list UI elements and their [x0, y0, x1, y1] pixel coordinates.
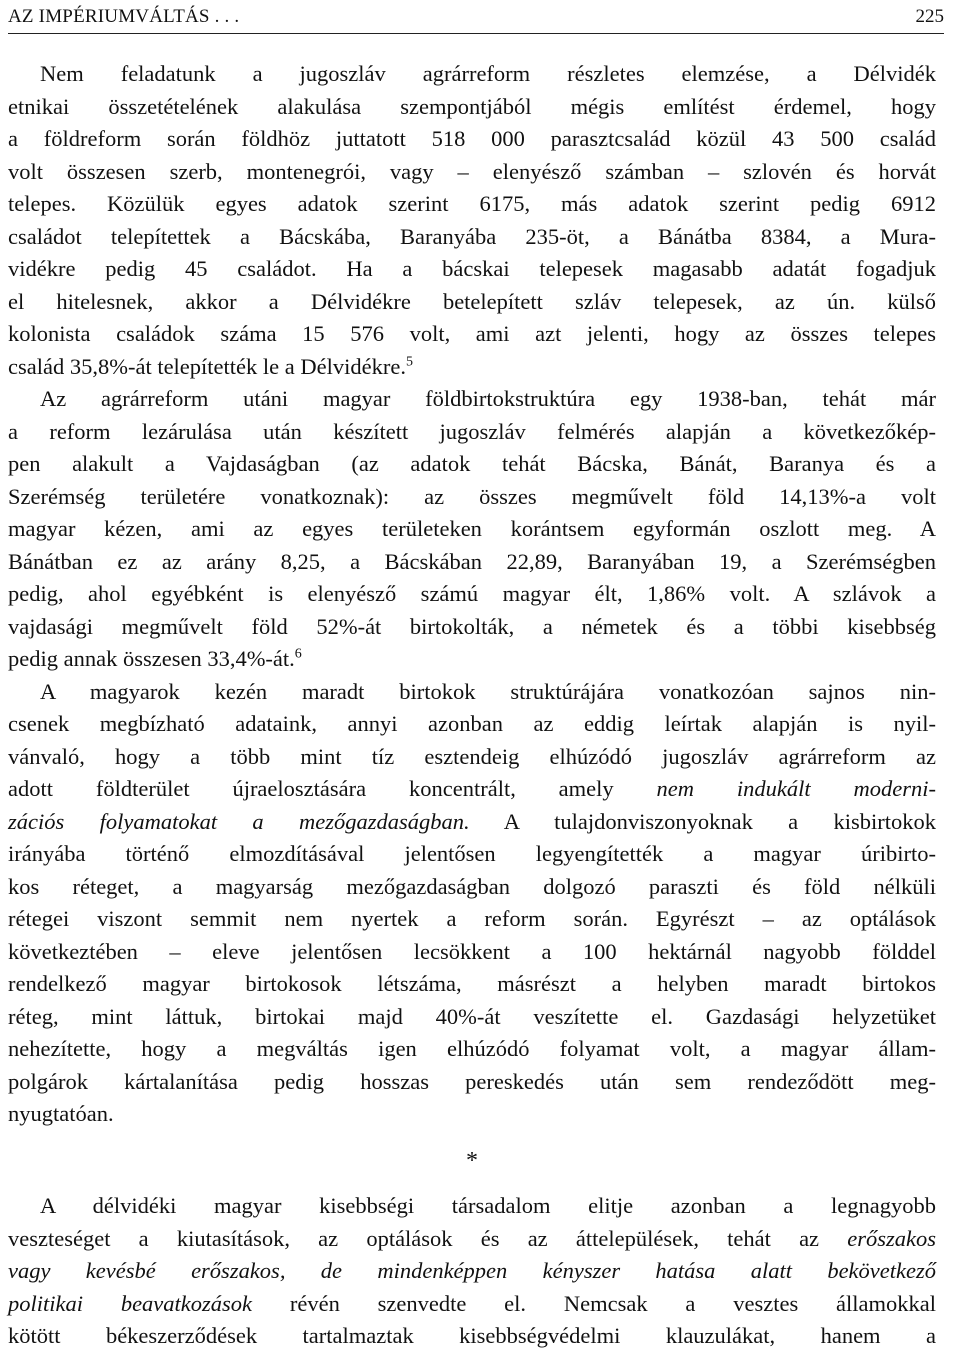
text-fragment: A tulajdonviszonyoknak a kisbirtokok: [469, 808, 936, 834]
footnote-ref[interactable]: 6: [294, 646, 302, 662]
text-line: [8, 643, 936, 676]
text-line: következtében – eleve jelentősen lecsökkent a 100 hektárnál nagyobb földdel: [8, 938, 936, 964]
text-fragment: pedig annak összesen 33,4%-át.: [8, 646, 295, 671]
text-line: pedig, ahol egyébként is elenyésző számú magyar élt, 1,86% volt. A szlávok a: [8, 581, 936, 606]
text-fragment: veszteséget a kiutasítások, az optálások és az áttelepülések, tehát az: [8, 1225, 848, 1251]
text-line: kötött békeszerződések tartalmaztak kisebbségvédelmi klauzulákat, hanem a: [8, 1323, 936, 1348]
text-line: A délvidéki magyar kisebbségi társadalom elitje azonban a legnagyobb: [40, 1193, 936, 1218]
footnote-ref[interactable]: 5: [405, 354, 413, 369]
text-line: csenek megbízható adataink, annyi azonban az eddig leírtak alapján is nyil-: [8, 711, 936, 736]
text-line: Nem feladatunk a jugoszláv agrárreform részletes elemzése, a Délvidék: [40, 61, 936, 86]
italic-fragment: politikai beavatkozások: [8, 1290, 253, 1316]
text-line: vajdasági megművelt föld 52%-át birtokolták, a németek és a többi kisebbség: [8, 613, 936, 639]
text-line: polgárok kártalanítása pedig hosszas pereskedés után sem rendeződött meg-: [8, 1068, 936, 1094]
text-line: magyar kézen, ami az egyes területeken korántsem egyformán oszlott meg. A: [8, 516, 936, 541]
text-fragment: család 35,8%-át telepítették le a Délvidékre.: [8, 353, 406, 379]
text-line: irányába történő elmozdításával jelentősen legyengítették a magyar úribirto-: [8, 841, 936, 866]
page-header: [8, 3, 944, 34]
text-line: rétegei viszont semmit nem nyertek a reform során. Egyrészt – az optálások: [8, 906, 936, 931]
text-line: vidékre pedig 45 családot. Ha a bácskai telepesek magasabb adatát fogadjuk: [8, 256, 936, 281]
text-line: volt összesen szerb, montenegrói, vagy – elenyésző számban – szlovén és horvát: [8, 158, 936, 184]
italic-fragment: nem indukált moderni-: [656, 776, 936, 801]
text-line: nehezítette, hogy a megváltás igen elhúzódó folyamat volt, a magyar állam-: [8, 1036, 936, 1061]
text-line: [8, 773, 936, 806]
text-line: [8, 806, 936, 839]
running-head: AZ IMPÉRIUMVÁLTÁS . . .: [8, 6, 240, 27]
text-line: Bánátban ez az arány 8,25, a Bácskában 22,89, Baranyában 19, a Szerémségben: [8, 548, 936, 574]
main-text-continued: [8, 1190, 936, 1353]
text-line: kolonista családok száma 15 576 volt, ami azt jelenti, hogy az összes telepes: [8, 321, 936, 346]
text-line: etnikai összetételének alakulása szempontjából mégis említést érdemel, hogy: [8, 93, 936, 119]
italic-fragment: zációs folyamatokat a mezőgazdaságban.: [8, 808, 470, 834]
text-line: Az agrárreform utáni magyar földbirtokstruktúra egy 1938-ban, tehát már: [40, 386, 936, 411]
text-line: vánvaló, hogy a több mint tíz esztendeig elhúzódó jugoszláv agrárreform az: [8, 743, 936, 769]
text-line: telepes. Közülük egyes adatok szerint 6175, más adatok szerint pedig 6912: [8, 191, 936, 216]
text-line: családot telepítettek a Bácskába, Baranyába 235-öt, a Bánátba 8384, a Mura-: [8, 223, 936, 249]
text-line: [8, 1255, 936, 1288]
text-line: [8, 1223, 936, 1256]
page-number: 225: [915, 6, 944, 27]
text-line: pen alakult a Vajdaságban (az adatok tehát Bácska, Bánát, Baranya és a: [8, 451, 936, 476]
italic-fragment: erőszakos: [847, 1225, 936, 1251]
text-line: Szerémség területére vonatkoznak): az összes megművelt föld 14,13%-a volt: [8, 483, 936, 509]
text-line: a földreform során földhöz juttatott 518 000 parasztcsalád közül 43 500 család: [8, 126, 936, 151]
text-line: rendelkező magyar birtokosok létszáma, másrészt a helyben maradt birtokos: [8, 971, 936, 996]
text-fragment: révén szenvedte el. Nemcsak a vesztes államokkal: [252, 1290, 936, 1316]
text-line: el hitelesnek, akkor a Délvidékre betelepített szláv telepesek, az ún. külső: [8, 288, 936, 314]
text-line: kos réteget, a magyarság mezőgazdaságban dolgozó paraszti és föld nélküli: [8, 873, 936, 899]
text-line: réteg, mint láttuk, birtokai majd 40%-át veszítette el. Gazdasági helyzetüket: [8, 1003, 936, 1029]
section-separator: *: [466, 1148, 478, 1174]
text-line: a reform lezárulása után készített jugoszláv felmérés alapján a következőkép-: [8, 418, 936, 444]
italic-fragment: vagy kevésbé erőszakos, de mindenképpen kényszer hatása alatt bekövetkező: [8, 1258, 936, 1283]
text-line: nyugtatóan.: [8, 1101, 114, 1126]
text-line: [8, 1288, 936, 1321]
text-line: A magyarok kezén maradt birtokok struktúrájára vonatkozóan sajnos nin-: [40, 678, 936, 704]
text-line: [8, 351, 936, 384]
main-text: [8, 58, 936, 1131]
text-fragment: adott földterület újraelosztására koncentrált, amely: [8, 776, 657, 801]
